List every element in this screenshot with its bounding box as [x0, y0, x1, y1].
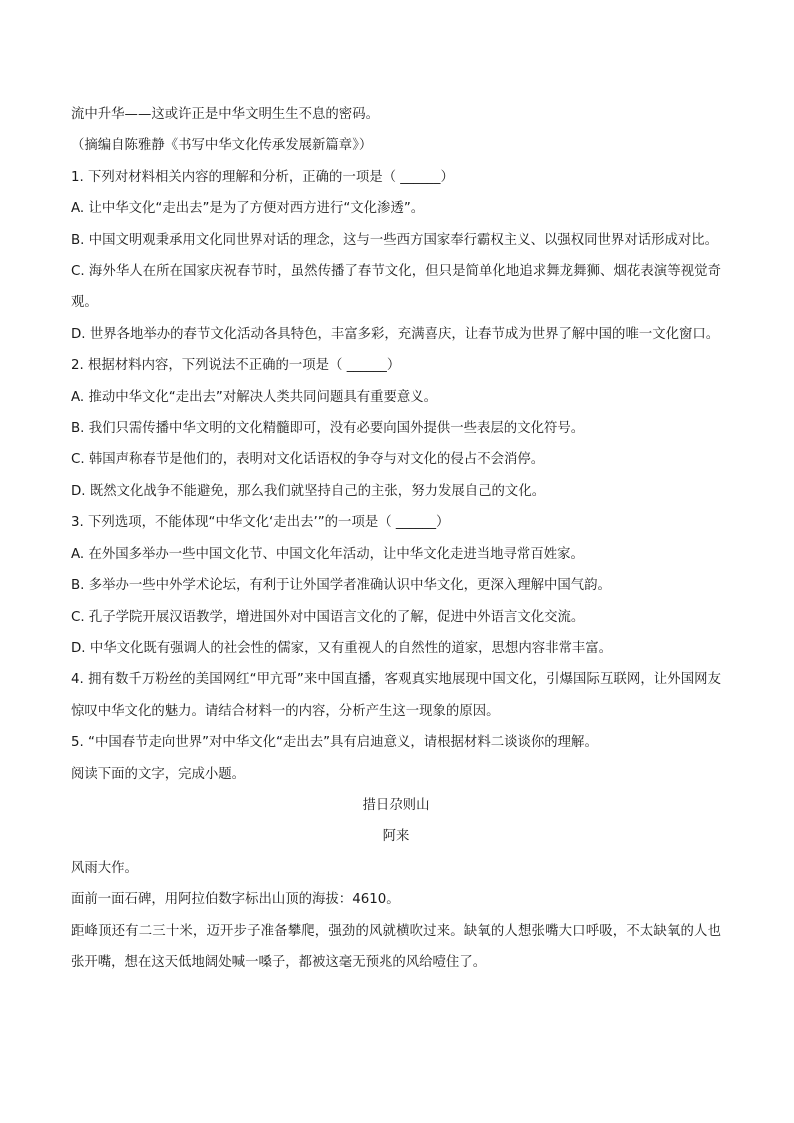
question-2-option-c: C. 韩国声称春节是他们的，表明对文化话语权的争夺与对文化的侵占不会消停。	[71, 452, 545, 468]
question-1-option-a: A. 让中华文化“走出去”是为了方便对西方进行“文化渗透”。	[71, 201, 425, 217]
question-3-option-b: B. 多举办一些中外学术论坛，有利于让外国学者准确认识中华文化，更深入理解中国气韵。	[71, 578, 611, 594]
question-2-option-d: D. 既然文化战争不能避免，那么我们就坚持自己的主张，努力发展自己的文化。	[71, 483, 546, 499]
question-2-stem: 2. 根据材料内容，下列说法不正确的一项是（ ______）	[71, 358, 401, 374]
question-1-option-d: D. 世界各地举办的春节文化活动各具特色，丰富多彩，充满喜庆，让春节成为世界了解中国的唯一文化窗口。	[71, 326, 720, 342]
question-1-option-c: C. 海外华人在所在国家庆祝春节时，虽然传播了春节文化，但只是简单化地追求舞龙舞狮、烟花表演等视觉奇观。	[71, 264, 721, 311]
question-1-option-b: B. 中国文明观秉承用文化同世界对话的理念，这与一些西方国家奉行霸权主义、以强权同世界对话形成对比。	[71, 232, 719, 248]
source-citation: （摘编自陈雅静《书写中华文化传承发展新篇章》）	[71, 138, 373, 154]
question-2-option-a: A. 推动中华文化“走出去”对解决人类共同问题具有重要意义。	[71, 389, 438, 405]
question-2-option-b: B. 我们只需传播中华文明的文化精髓即可，没有必要向国外提供一些表层的文化符号。	[71, 421, 585, 437]
text-line: 流中升华——这或许正是中华文明生生不息的密码。	[71, 107, 379, 122]
article-title: 措日尕则山	[362, 797, 430, 813]
document-body	[71, 99, 721, 978]
article-paragraph: 风雨大作。	[71, 860, 138, 876]
article-paragraph: 面前一面石碑，用阿拉伯数字标出山顶的海拔：4610。	[71, 892, 400, 908]
question-3-option-d: D. 中华文化既有强调人的社会性的儒家，又有重视人的自然性的道家，思想内容非常丰富。	[71, 640, 613, 656]
article-paragraph: 距峰顶还有二三十米，迈开步子准备攀爬，强劲的风就横吹过来。缺氧的人想张嘴大口呼吸，不太缺氧的人也张开嘴，想在这天低地阔处喊一嗓子，都被这毫无预兆的风给噎住了。	[71, 923, 721, 970]
question-5: 5. “中国春节走向世界”对中华文化“走出去”具有启迪意义，请根据材料二谈谈你的理解。	[71, 735, 598, 751]
question-3-stem: 3. 下列选项，不能体现“中华文化‘走出去’”的一项是（ ______）	[71, 515, 450, 531]
question-3-option-a: A. 在外国多举办一些中国文化节、中国文化年活动，让中华文化走进当地寻常百姓家。	[71, 546, 584, 562]
article-author: 阿来	[382, 829, 410, 845]
question-1-stem: 1. 下列对材料相关内容的理解和分析，正确的一项是（ ______）	[71, 169, 454, 185]
reading-instruction: 阅读下面的文字，完成小题。	[71, 766, 246, 782]
question-3-option-c: C. 孔子学院开展汉语教学，增进国外对中国语言文化的了解，促进中外语言文化交流。	[71, 609, 585, 625]
question-4: 4. 拥有数千万粉丝的美国网红“甲亢哥”来中国直播，客观真实地展现中国文化，引爆国际互联网，让外国网友惊叹中华文化的魅力。请结合材料一的内容，分析产生这一现象的原因。	[71, 672, 721, 719]
